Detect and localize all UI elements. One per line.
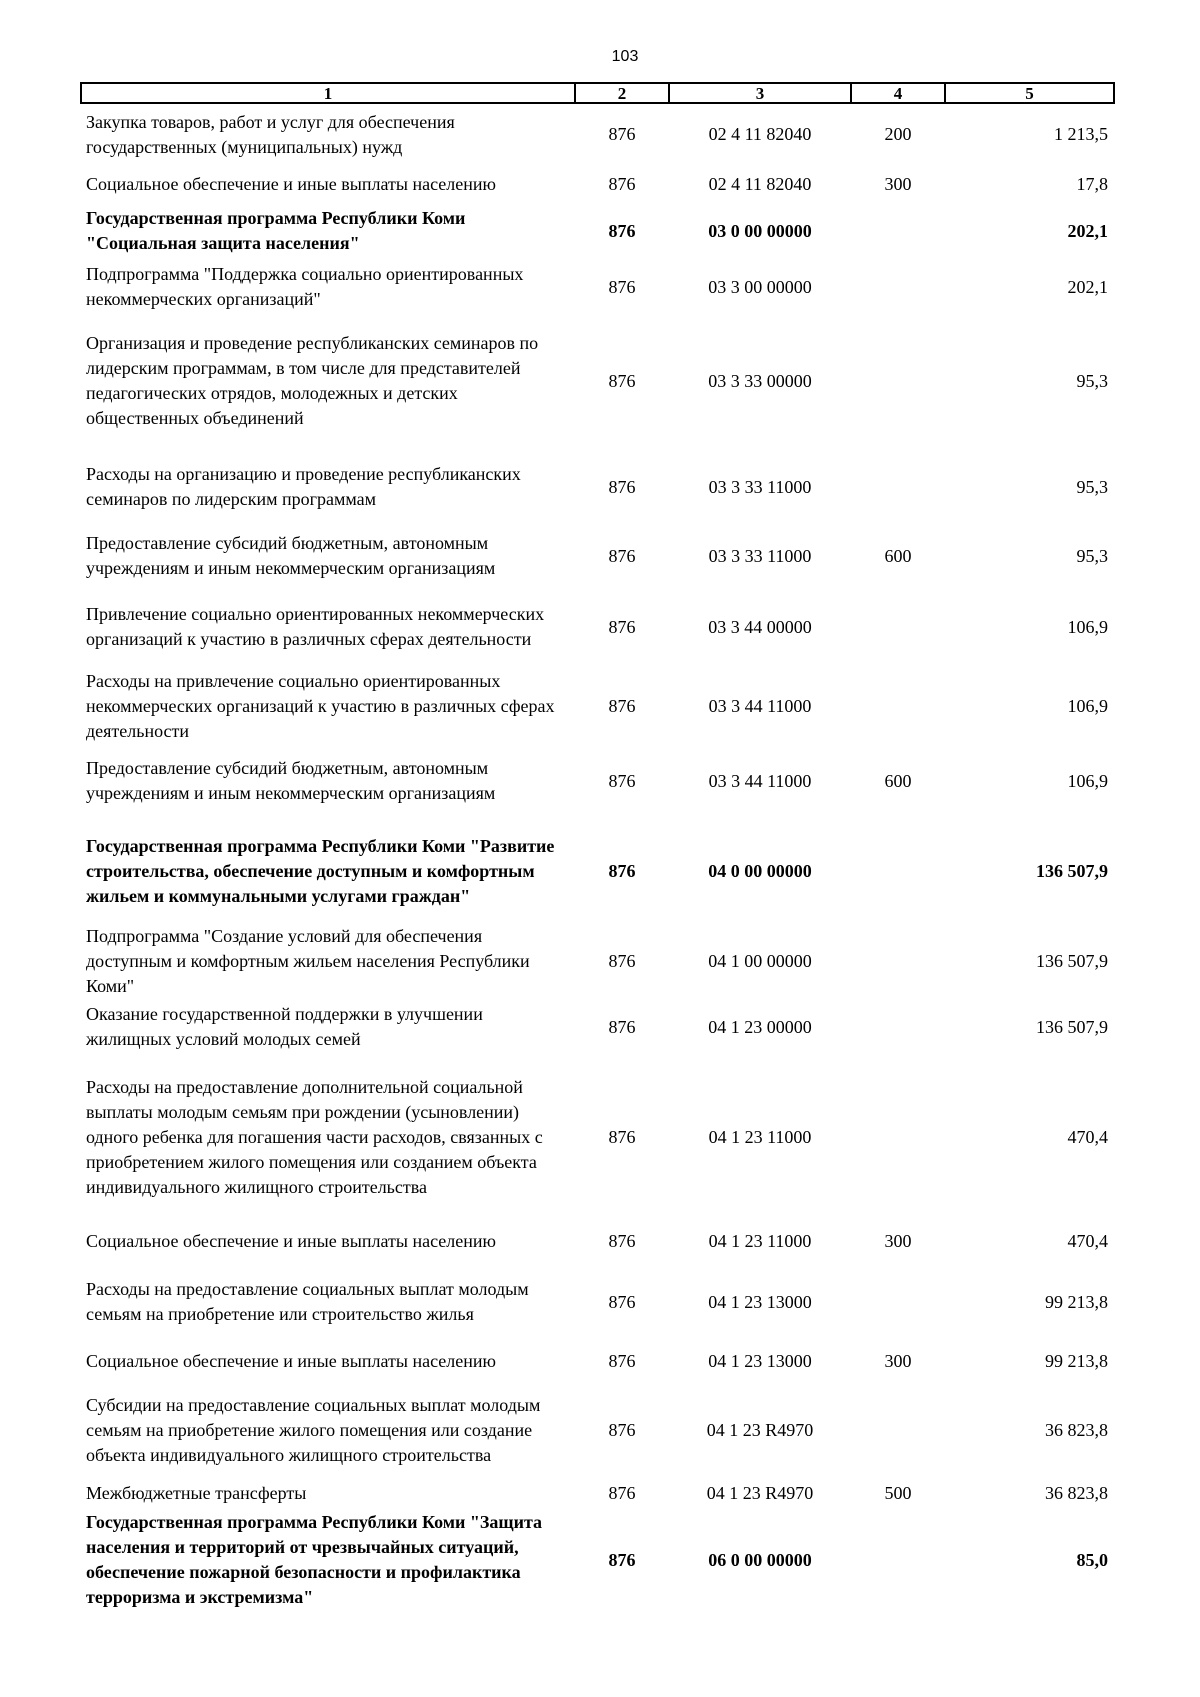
row-amount: 470,4 bbox=[1067, 1230, 1108, 1251]
table-row bbox=[81, 1341, 1114, 1381]
row-expense-type bbox=[851, 259, 945, 315]
row-amount: 202,1 bbox=[1067, 220, 1108, 241]
row-name: Расходы на предоставление дополнительной социальной выплаты молодым семьям при рождении (усыновлении) одного ребенка для погашения части расходов, связанных с приобретением жилого помещения или созданием объекта индивидуального жилищного строительства bbox=[86, 1076, 543, 1197]
row-expense-type: 600 bbox=[884, 770, 912, 791]
row-grbs-code: 876 bbox=[608, 1291, 636, 1312]
table-header bbox=[81, 83, 1114, 103]
row-target-article: 03 3 44 00000 bbox=[708, 616, 812, 637]
row-grbs-code: 876 bbox=[608, 370, 636, 391]
table-row bbox=[81, 1507, 1114, 1613]
row-target-article: 03 3 00 00000 bbox=[708, 276, 812, 297]
row-amount: 106,9 bbox=[1067, 616, 1108, 637]
column-header-5: 5 bbox=[945, 83, 1114, 103]
table-row bbox=[81, 924, 1114, 999]
row-name: Организация и проведение республиканских семинаров по лидерским программам, в том числе для представителей педагогических отрядов, молодежных и детских общественных объединений bbox=[86, 333, 539, 428]
row-amount: 136 507,9 bbox=[1036, 860, 1108, 881]
column-header-4: 4 bbox=[851, 83, 945, 103]
table-row bbox=[81, 315, 1114, 447]
row-name: Межбюджетные трансферты bbox=[86, 1482, 307, 1503]
row-expense-type: 600 bbox=[884, 545, 912, 566]
row-name: Оказание государственной поддержки в улучшении жилищных условий молодых семей bbox=[86, 1004, 483, 1049]
row-name: Расходы на предоставление социальных выплат молодым семьям на приобретение или строительство жилья bbox=[86, 1279, 529, 1324]
row-name: Государственная программа Республики Коми "Защита населения и территорий от чрезвычайных ситуаций, обеспечение пожарной безопасности и профилактика терроризма и экстремизма" bbox=[86, 1512, 543, 1607]
row-expense-type bbox=[851, 999, 945, 1055]
row-expense-type bbox=[851, 447, 945, 527]
row-grbs-code: 876 bbox=[608, 545, 636, 566]
row-expense-type bbox=[851, 818, 945, 924]
row-target-article: 02 4 11 82040 bbox=[708, 124, 812, 144]
row-target-article: 03 3 33 00000 bbox=[708, 370, 812, 391]
row-grbs-code: 876 bbox=[608, 1350, 636, 1371]
table-row bbox=[81, 165, 1114, 203]
row-name: Расходы на привлечение социально ориентированных некоммерческих организаций к участию в различных сферах деятельности bbox=[86, 671, 555, 741]
row-name: Социальное обеспечение и иные выплаты населению bbox=[86, 1350, 496, 1371]
row-target-article: 04 1 23 R4970 bbox=[706, 1419, 814, 1440]
row-name: Предоставление субсидий бюджетным, автономным учреждениям и иным некоммерческим организациям bbox=[86, 758, 496, 803]
page-number: 103 bbox=[611, 48, 639, 65]
row-amount: 95,3 bbox=[1076, 370, 1108, 391]
row-expense-type: 200 bbox=[884, 124, 912, 144]
table-row bbox=[81, 103, 1114, 165]
row-amount: 136 507,9 bbox=[1036, 951, 1108, 971]
table-row bbox=[81, 203, 1114, 259]
row-expense-type bbox=[851, 585, 945, 669]
header-row bbox=[81, 83, 1114, 103]
row-grbs-code: 876 bbox=[608, 1230, 636, 1251]
row-grbs-code: 876 bbox=[608, 616, 636, 637]
row-expense-type bbox=[851, 203, 945, 259]
row-grbs-code: 876 bbox=[608, 220, 636, 241]
row-grbs-code: 876 bbox=[608, 1126, 636, 1147]
row-target-article: 03 3 44 11000 bbox=[708, 696, 812, 716]
row-amount: 136 507,9 bbox=[1036, 1016, 1108, 1037]
row-amount: 106,9 bbox=[1067, 696, 1108, 716]
table-body bbox=[81, 103, 1114, 1613]
row-name: Субсидии на предоставление социальных выплат молодым семьям на приобретение жилого помещения или создание объекта индивидуального жилищного строительства bbox=[86, 1394, 541, 1465]
row-amount: 99 213,8 bbox=[1045, 1350, 1108, 1371]
row-expense-type bbox=[851, 1055, 945, 1219]
row-target-article: 04 0 00 00000 bbox=[708, 860, 812, 881]
row-grbs-code: 876 bbox=[608, 770, 636, 791]
row-name: Подпрограмма "Создание условий для обеспечения доступным и комфортным жильем населения Республики Коми" bbox=[86, 926, 530, 996]
row-grbs-code: 876 bbox=[608, 1016, 636, 1037]
row-target-article: 04 1 23 13000 bbox=[708, 1350, 812, 1371]
row-amount: 95,3 bbox=[1076, 545, 1108, 566]
row-target-article: 02 4 11 82040 bbox=[708, 173, 812, 194]
row-name: Привлечение социально ориентированных некоммерческих организаций к участию в различных сферах деятельности bbox=[86, 604, 545, 649]
table-row bbox=[81, 1381, 1114, 1479]
row-name: Государственная программа Республики Коми "Социальная защита населения" bbox=[86, 208, 466, 253]
table-row bbox=[81, 999, 1114, 1055]
table-row bbox=[81, 447, 1114, 527]
row-amount: 106,9 bbox=[1067, 770, 1108, 791]
row-amount: 202,1 bbox=[1067, 276, 1108, 297]
row-expense-type: 300 bbox=[884, 173, 912, 194]
row-target-article: 04 1 23 11000 bbox=[708, 1126, 812, 1147]
row-grbs-code: 876 bbox=[608, 1549, 636, 1570]
row-expense-type: 300 bbox=[884, 1230, 912, 1251]
row-grbs-code: 876 bbox=[608, 173, 636, 194]
row-target-article: 04 1 00 00000 bbox=[708, 951, 812, 971]
row-grbs-code: 876 bbox=[608, 276, 636, 297]
row-expense-type bbox=[851, 924, 945, 999]
row-amount: 1 213,5 bbox=[1054, 124, 1108, 144]
column-header-3: 3 bbox=[669, 83, 851, 103]
row-expense-type bbox=[851, 1381, 945, 1479]
row-name: Расходы на организацию и проведение республиканских семинаров по лидерским программам bbox=[86, 464, 521, 509]
row-expense-type bbox=[851, 1263, 945, 1341]
table-row bbox=[81, 1479, 1114, 1507]
row-grbs-code: 876 bbox=[608, 1482, 636, 1503]
table-row bbox=[81, 1219, 1114, 1263]
row-name: Предоставление субсидий бюджетным, автономным учреждениям и иным некоммерческим организациям bbox=[86, 533, 496, 578]
table-row bbox=[81, 818, 1114, 924]
row-name: Подпрограмма "Поддержка социально ориентированных некоммерческих организаций" bbox=[86, 264, 524, 309]
table-row bbox=[81, 1055, 1114, 1219]
row-amount: 99 213,8 bbox=[1045, 1291, 1108, 1312]
column-header-1: 1 bbox=[81, 83, 575, 103]
row-target-article: 03 3 33 11000 bbox=[708, 545, 812, 566]
row-amount: 95,3 bbox=[1076, 476, 1108, 497]
row-target-article: 03 3 33 11000 bbox=[708, 476, 812, 497]
row-amount: 470,4 bbox=[1067, 1126, 1108, 1147]
column-header-2: 2 bbox=[575, 83, 669, 103]
budget-table bbox=[80, 82, 1115, 1613]
row-target-article: 06 0 00 00000 bbox=[708, 1549, 812, 1570]
table-row bbox=[81, 744, 1114, 818]
row-grbs-code: 876 bbox=[608, 951, 636, 971]
row-amount: 85,0 bbox=[1076, 1549, 1108, 1570]
row-grbs-code: 876 bbox=[608, 124, 636, 144]
row-target-article: 04 1 23 11000 bbox=[708, 1230, 812, 1251]
row-name: Социальное обеспечение и иные выплаты населению bbox=[86, 1230, 496, 1251]
row-name: Социальное обеспечение и иные выплаты населению bbox=[86, 173, 496, 194]
row-target-article: 03 0 00 00000 bbox=[708, 220, 812, 241]
row-target-article: 04 1 23 00000 bbox=[708, 1016, 812, 1037]
row-amount: 36 823,8 bbox=[1045, 1419, 1108, 1440]
row-grbs-code: 876 bbox=[608, 696, 636, 716]
table-row bbox=[81, 527, 1114, 585]
row-expense-type bbox=[851, 315, 945, 447]
row-grbs-code: 876 bbox=[608, 476, 636, 497]
row-grbs-code: 876 bbox=[608, 1419, 636, 1440]
row-expense-type bbox=[851, 669, 945, 744]
row-target-article: 04 1 23 13000 bbox=[708, 1291, 812, 1312]
row-target-article: 04 1 23 R4970 bbox=[706, 1482, 814, 1503]
row-target-article: 03 3 44 11000 bbox=[708, 770, 812, 791]
row-name: Государственная программа Республики Коми "Развитие строительства, обеспечение доступным и комфортным жильем и коммунальными услугами граждан" bbox=[86, 835, 555, 906]
table-row bbox=[81, 259, 1114, 315]
row-grbs-code: 876 bbox=[608, 860, 636, 881]
row-expense-type: 500 bbox=[884, 1482, 912, 1503]
table-row bbox=[81, 669, 1114, 744]
row-amount: 36 823,8 bbox=[1045, 1482, 1108, 1503]
table-row bbox=[81, 1263, 1114, 1341]
row-name: Закупка товаров, работ и услуг для обеспечения государственных (муниципальных) нужд bbox=[86, 111, 455, 157]
row-expense-type: 300 bbox=[884, 1350, 912, 1371]
table-row bbox=[81, 585, 1114, 669]
row-expense-type bbox=[851, 1507, 945, 1613]
row-amount: 17,8 bbox=[1076, 173, 1108, 194]
